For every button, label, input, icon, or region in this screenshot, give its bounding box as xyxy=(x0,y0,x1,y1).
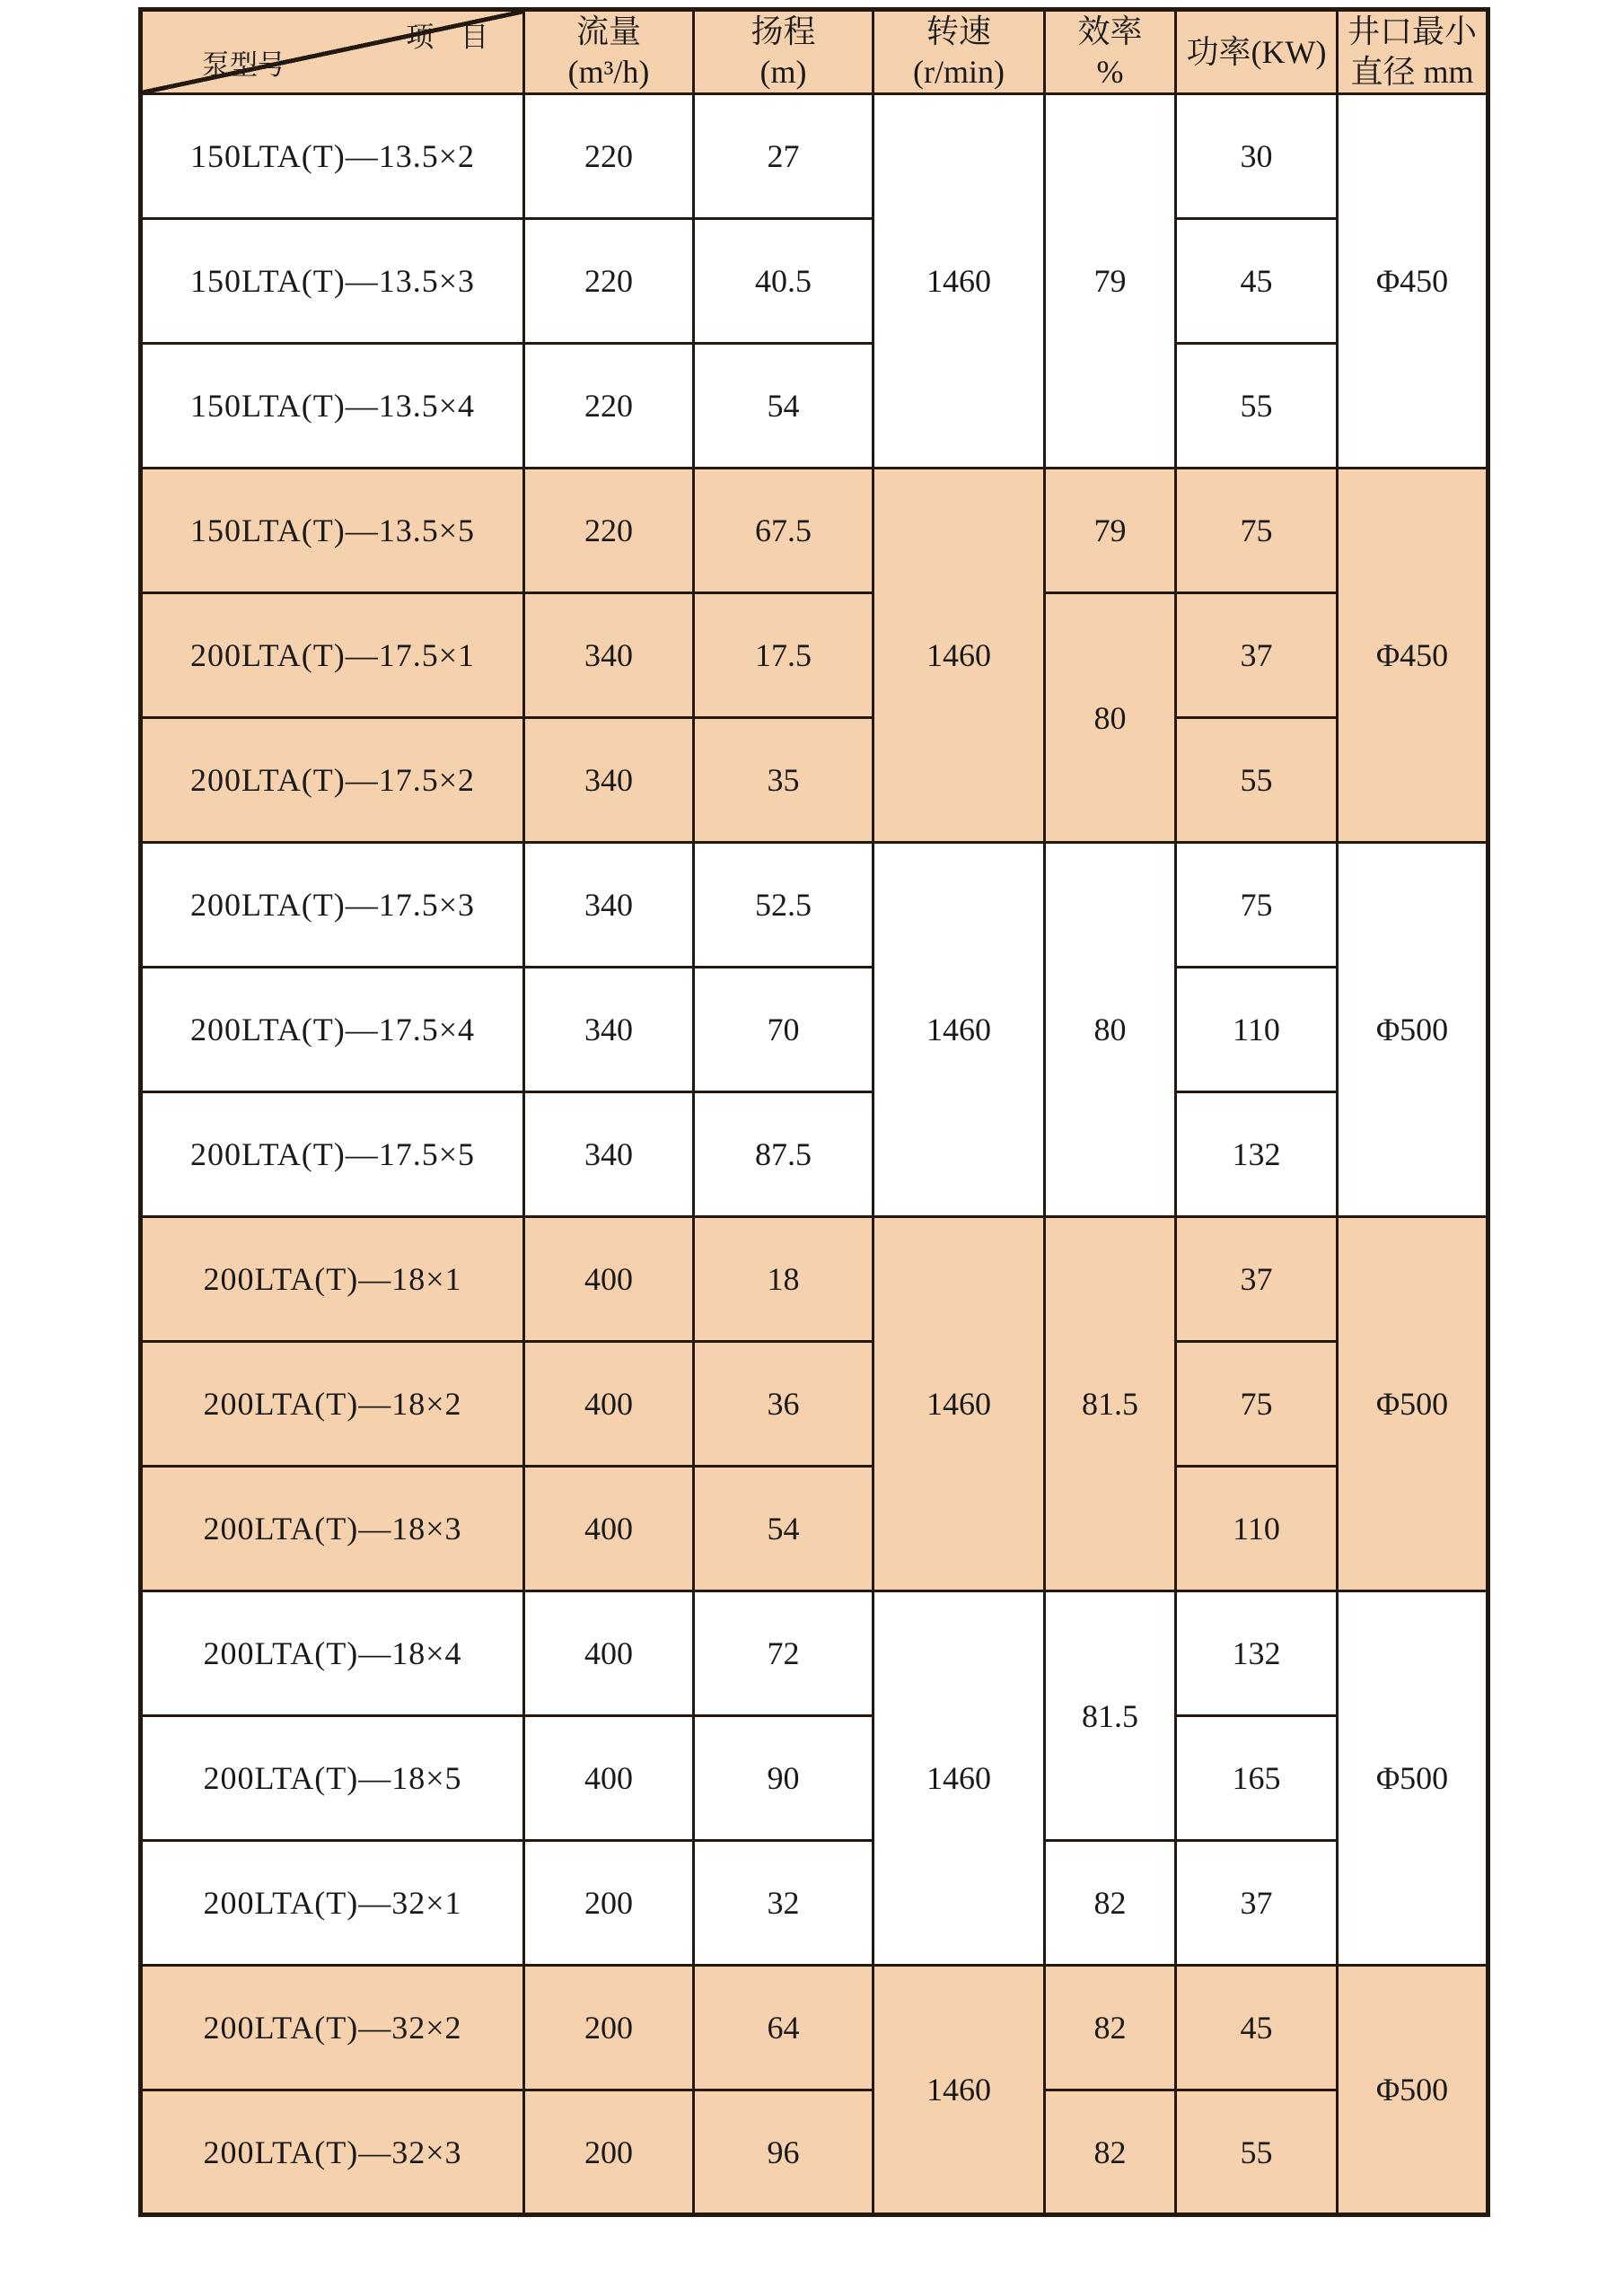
cell-head: 36 xyxy=(694,1342,873,1467)
cell-eff: 82 xyxy=(1045,1841,1176,1966)
header-col-wellhead xyxy=(1338,10,1488,94)
cell-head: 17.5 xyxy=(694,593,873,718)
wellhead-label: 井口最小 xyxy=(1347,13,1477,49)
cell-power: 110 xyxy=(1176,968,1338,1092)
header-col-speed xyxy=(873,10,1045,94)
cell-well: Φ500 xyxy=(1338,843,1488,1217)
cell-model: 200LTA(T)—32×2 xyxy=(141,1966,524,2090)
cell-power: 132 xyxy=(1176,1591,1338,1716)
cell-speed: 1460 xyxy=(873,1966,1045,2215)
cell-power: 37 xyxy=(1176,1217,1338,1342)
header-col-power xyxy=(1176,10,1338,94)
cell-head: 40.5 xyxy=(694,219,873,344)
cell-eff: 80 xyxy=(1045,593,1176,843)
cell-head: 64 xyxy=(694,1966,873,2090)
cell-model: 200LTA(T)—17.5×1 xyxy=(141,593,524,718)
header-col-head xyxy=(694,10,873,94)
cell-power: 55 xyxy=(1176,718,1338,843)
cell-model: 200LTA(T)—18×2 xyxy=(141,1342,524,1467)
cell-speed: 1460 xyxy=(873,1591,1045,1966)
table-row xyxy=(141,1217,1488,1342)
wellhead-unit: 直径 mm xyxy=(1350,54,1474,90)
cell-well: Φ500 xyxy=(1338,1217,1488,1591)
head-label: 扬程 xyxy=(751,13,816,49)
cell-flow: 400 xyxy=(524,1342,694,1467)
table-row xyxy=(141,1092,1488,1217)
header-row xyxy=(141,10,1488,94)
header-col-efficiency xyxy=(1045,10,1176,94)
header-diagonal-cell xyxy=(141,10,524,94)
cell-model: 150LTA(T)—13.5×4 xyxy=(141,344,524,469)
cell-flow: 400 xyxy=(524,1591,694,1716)
flow-label: 流量 xyxy=(575,13,641,49)
cell-flow: 340 xyxy=(524,1092,694,1217)
cell-eff: 81.5 xyxy=(1045,1591,1176,1841)
header-col-flow xyxy=(524,10,694,94)
table-row xyxy=(141,1966,1488,2090)
cell-power: 55 xyxy=(1176,344,1338,469)
cell-model: 150LTA(T)—13.5×3 xyxy=(141,219,524,344)
table-row xyxy=(141,718,1488,843)
cell-flow: 200 xyxy=(524,1966,694,2090)
cell-flow: 340 xyxy=(524,593,694,718)
cell-power: 110 xyxy=(1176,1467,1338,1591)
cell-head: 67.5 xyxy=(694,469,873,593)
cell-head: 87.5 xyxy=(694,1092,873,1217)
cell-model: 200LTA(T)—17.5×2 xyxy=(141,718,524,843)
power-label: 功率(KW) xyxy=(1186,33,1327,70)
cell-flow: 400 xyxy=(524,1716,694,1841)
cell-model: 150LTA(T)—13.5×5 xyxy=(141,469,524,593)
cell-head: 54 xyxy=(694,1467,873,1591)
cell-eff: 79 xyxy=(1045,94,1176,469)
cell-head: 96 xyxy=(694,2090,873,2215)
cell-power: 165 xyxy=(1176,1716,1338,1841)
cell-flow: 200 xyxy=(524,2090,694,2215)
cell-eff: 79 xyxy=(1045,469,1176,593)
cell-power: 30 xyxy=(1176,94,1338,219)
table-header xyxy=(141,10,1488,94)
table-row xyxy=(141,344,1488,469)
cell-speed: 1460 xyxy=(873,94,1045,469)
cell-head: 54 xyxy=(694,344,873,469)
cell-power: 37 xyxy=(1176,1841,1338,1966)
header-item-label: 项 目 xyxy=(406,22,488,53)
cell-head: 35 xyxy=(694,718,873,843)
cell-flow: 400 xyxy=(524,1217,694,1342)
cell-flow: 200 xyxy=(524,1841,694,1966)
cell-speed: 1460 xyxy=(873,1217,1045,1591)
table-row xyxy=(141,593,1488,718)
cell-power: 132 xyxy=(1176,1092,1338,1217)
cell-model: 200LTA(T)—18×4 xyxy=(141,1591,524,1716)
cell-head: 72 xyxy=(694,1591,873,1716)
cell-flow: 340 xyxy=(524,968,694,1092)
cell-head: 32 xyxy=(694,1841,873,1966)
table-row xyxy=(141,2090,1488,2215)
cell-model: 200LTA(T)—18×5 xyxy=(141,1716,524,1841)
cell-head: 18 xyxy=(694,1217,873,1342)
table-row xyxy=(141,1716,1488,1841)
cell-eff: 82 xyxy=(1045,2090,1176,2215)
table-row xyxy=(141,469,1488,593)
cell-head: 70 xyxy=(694,968,873,1092)
cell-power: 75 xyxy=(1176,1342,1338,1467)
cell-power: 55 xyxy=(1176,2090,1338,2215)
cell-flow: 340 xyxy=(524,843,694,968)
efficiency-unit: % xyxy=(1096,54,1124,90)
cell-power: 75 xyxy=(1176,469,1338,593)
flow-unit: (m³/h) xyxy=(567,54,650,90)
speed-unit: (r/min) xyxy=(913,54,1005,90)
table-row xyxy=(141,1841,1488,1966)
cell-flow: 340 xyxy=(524,718,694,843)
cell-power: 45 xyxy=(1176,1966,1338,2090)
cell-model: 200LTA(T)—18×3 xyxy=(141,1467,524,1591)
table-row xyxy=(141,94,1488,219)
cell-power: 37 xyxy=(1176,593,1338,718)
header-pump-model-label: 泵型号 xyxy=(202,49,285,82)
cell-model: 200LTA(T)—17.5×5 xyxy=(141,1092,524,1217)
head-unit: (m) xyxy=(759,54,807,90)
table-body xyxy=(141,94,1488,2215)
cell-flow: 220 xyxy=(524,344,694,469)
efficiency-label: 效率 xyxy=(1077,13,1143,49)
cell-model: 200LTA(T)—18×1 xyxy=(141,1217,524,1342)
pump-spec-table xyxy=(138,7,1490,2217)
cell-flow: 220 xyxy=(524,94,694,219)
cell-head: 27 xyxy=(694,94,873,219)
cell-power: 45 xyxy=(1176,219,1338,344)
cell-well: Φ500 xyxy=(1338,1966,1488,2215)
cell-model: 200LTA(T)—32×3 xyxy=(141,2090,524,2215)
cell-model: 200LTA(T)—17.5×3 xyxy=(141,843,524,968)
cell-head: 52.5 xyxy=(694,843,873,968)
table-row xyxy=(141,968,1488,1092)
cell-speed: 1460 xyxy=(873,469,1045,843)
cell-power: 75 xyxy=(1176,843,1338,968)
speed-label: 转速 xyxy=(926,13,991,49)
cell-well: Φ450 xyxy=(1338,94,1488,469)
table-row xyxy=(141,843,1488,968)
cell-flow: 400 xyxy=(524,1467,694,1591)
cell-model: 200LTA(T)—32×1 xyxy=(141,1841,524,1966)
table-row xyxy=(141,219,1488,344)
cell-eff: 82 xyxy=(1045,1966,1176,2090)
cell-model: 150LTA(T)—13.5×2 xyxy=(141,94,524,219)
table-row xyxy=(141,1342,1488,1467)
cell-head: 90 xyxy=(694,1716,873,1841)
table-row xyxy=(141,1591,1488,1716)
cell-well: Φ450 xyxy=(1338,469,1488,843)
cell-eff: 81.5 xyxy=(1045,1217,1176,1591)
cell-speed: 1460 xyxy=(873,843,1045,1217)
cell-flow: 220 xyxy=(524,469,694,593)
table-row xyxy=(141,1467,1488,1591)
cell-eff: 80 xyxy=(1045,843,1176,1217)
cell-model: 200LTA(T)—17.5×4 xyxy=(141,968,524,1092)
cell-flow: 220 xyxy=(524,219,694,344)
cell-well: Φ500 xyxy=(1338,1591,1488,1966)
